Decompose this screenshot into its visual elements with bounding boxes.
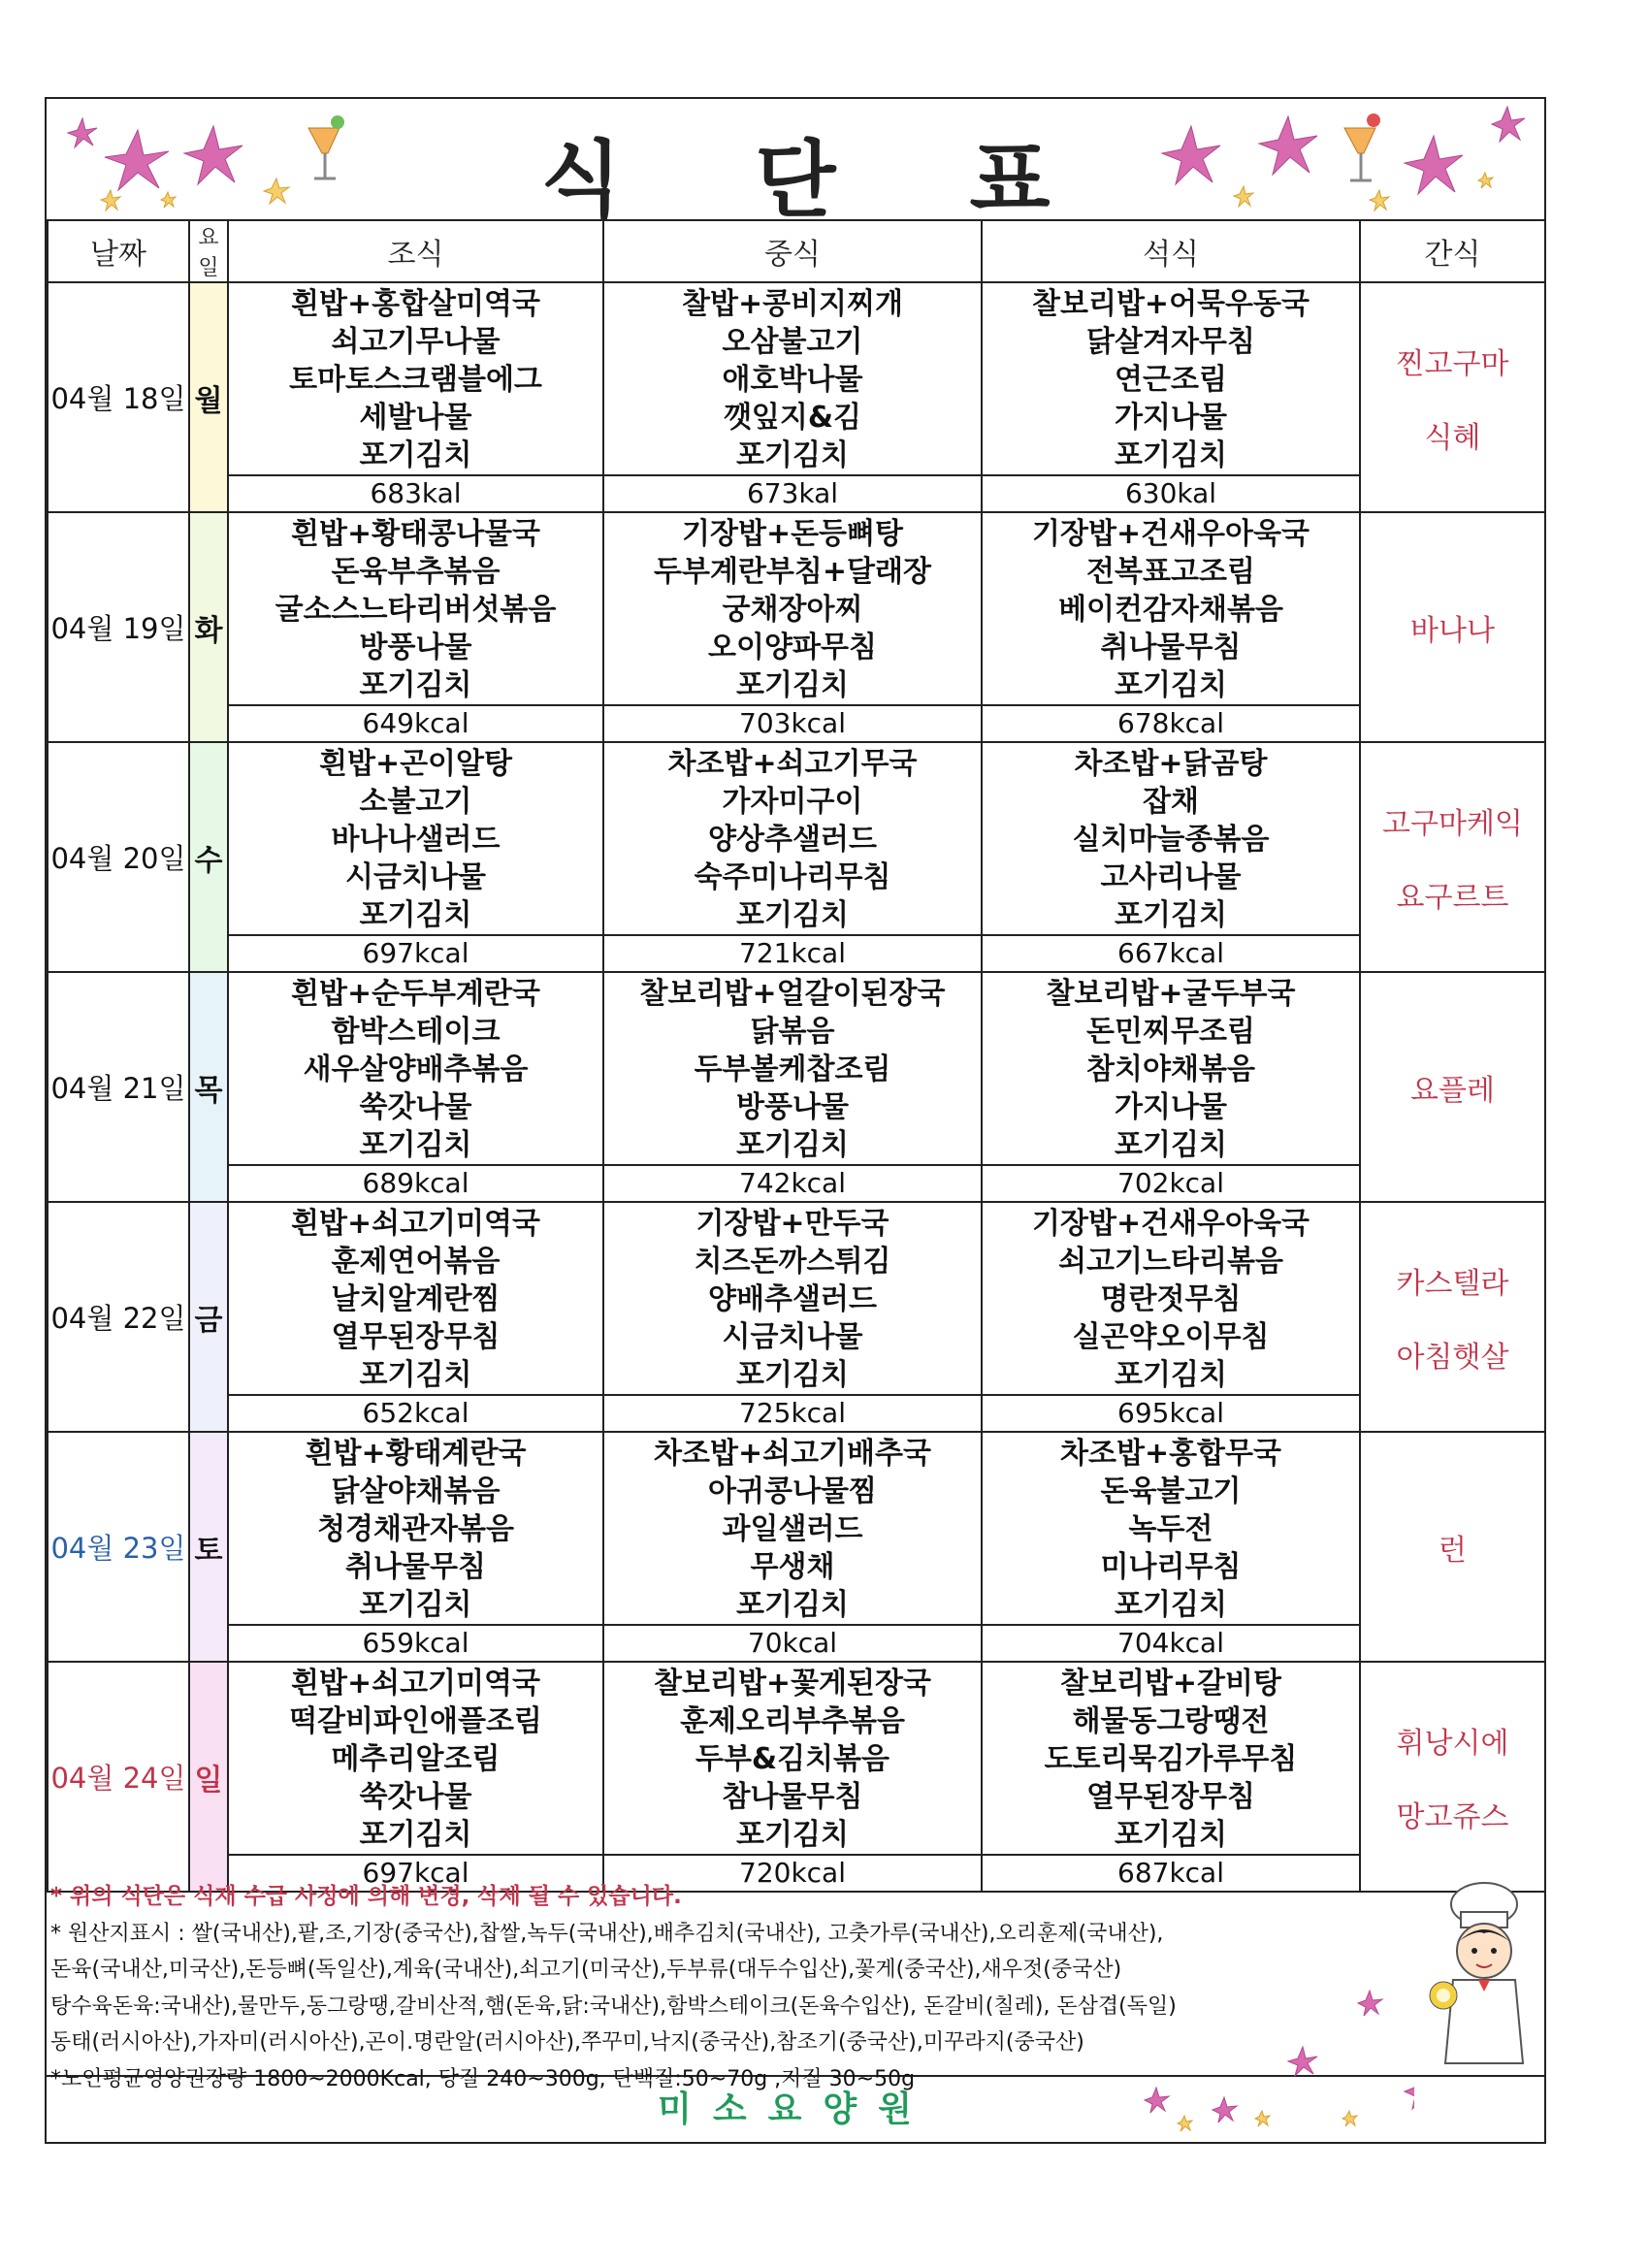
header-dow: 요일: [189, 220, 228, 282]
menu-item: 포기김치: [736, 668, 849, 702]
menu-item: 시금치나물: [345, 860, 486, 894]
menu-item: 포기김치: [359, 668, 472, 702]
menu-item: 닭볶음: [750, 1015, 835, 1049]
menu-item: 도토리묵김가루무침: [1044, 1742, 1298, 1776]
menu-item: 녹두전: [1128, 1512, 1213, 1546]
menu-item: 포기김치: [1115, 438, 1227, 472]
menu-item: 포기김치: [1115, 1358, 1227, 1392]
menu-item: 청경채관자볶음: [317, 1512, 514, 1546]
menu-item: 세발나물: [359, 401, 472, 435]
snack-menu: [1360, 972, 1545, 1202]
day-of-week: 화: [189, 512, 228, 742]
day-row: [48, 1662, 1545, 1855]
breakfast-kcal: 649kcal: [228, 705, 603, 742]
origin-line: 돈육(국내산,미국산),돈등뼈(독일산),계육(국내산),쇠고기(미국산),두부류(대두수입산),꽃게(중국산),새우젓(중국산): [50, 1958, 1122, 1982]
snack-menu: [1360, 742, 1545, 972]
menu-item: 흰밥+쇠고기미역국: [291, 1207, 540, 1241]
menu-item: 시금치나물: [722, 1320, 863, 1354]
breakfast-kcal: 697kcal: [228, 1855, 603, 1892]
menu-item: 열무된장무침: [1086, 1780, 1255, 1814]
menu-item: 차조밥+홍합무국: [1060, 1437, 1281, 1471]
menu-item: 닭살겨자무침: [1086, 325, 1255, 359]
menu-item: 포기김치: [359, 1358, 472, 1392]
origin-line: * 원산지표시 : 쌀(국내산),팥,조,기장(중국산),찹쌀,녹두(국내산),배추김치(국내산), 고춧가루(국내산),오리훈제(국내산),: [50, 1921, 1164, 1946]
menu-item: 돈육불고기: [1100, 1474, 1242, 1508]
snack-menu: [1360, 1662, 1545, 1892]
menu-item: 포기김치: [359, 1818, 472, 1852]
dinner-menu: [982, 1432, 1360, 1625]
menu-item: 흰밥+쇠고기미역국: [291, 1667, 540, 1701]
snack-menu: [1360, 1202, 1545, 1432]
breakfast-menu: [228, 742, 603, 935]
day-row: [48, 742, 1545, 935]
menu-item: 차조밥+쇠고기무국: [667, 747, 918, 781]
day-row: [48, 1432, 1545, 1625]
menu-item: 실곤약오이무침: [1072, 1320, 1270, 1354]
lunch-kcal: 673kal: [603, 475, 982, 512]
day-row: [48, 512, 1545, 705]
page-title: 식 단 표: [540, 132, 1103, 229]
menu-item: 차조밥+쇠고기배추국: [654, 1437, 931, 1471]
menu-item: 포기김치: [736, 1588, 849, 1622]
lunch-menu: [603, 972, 982, 1165]
menu-item: 명란젓무침: [1100, 1282, 1242, 1316]
lunch-kcal: 703kcal: [603, 705, 982, 742]
dinner-menu: [982, 282, 1360, 475]
kcal-row: [48, 1165, 1545, 1202]
menu-item: 베이컨감자채볶음: [1058, 593, 1283, 627]
menu-item: 찰보리밥+굴두부국: [1046, 977, 1296, 1011]
breakfast-kcal: 652kcal: [228, 1395, 603, 1432]
menu-item: 가지나물: [1115, 401, 1227, 435]
menu-item: 흰밥+홍합살미역국: [291, 287, 540, 321]
menu-item: 닭살야채볶음: [331, 1474, 501, 1508]
menu-item: 치즈돈까스튀김: [694, 1245, 891, 1279]
menu-item: 쑥갓나물: [359, 1780, 472, 1814]
origin-line: 동태(러시아산),가자미(러시아산),곤이.명란알(러시아산),쭈꾸미,낙지(중국산),참조기(중국산),미꾸라지(중국산): [50, 2030, 1084, 2055]
day-of-week: 일: [189, 1662, 228, 1892]
menu-item: 두부볼케찹조림: [694, 1053, 891, 1086]
menu-item: 두부계란부침+달래장: [654, 555, 931, 589]
snack-item: 요구르트: [1396, 880, 1509, 915]
menu-item: 훈제연어볶음: [331, 1245, 501, 1279]
menu-item: 떡갈비파인애플조림: [289, 1704, 542, 1738]
day-row: [48, 1202, 1545, 1395]
lunch-kcal: 725kcal: [603, 1395, 982, 1432]
menu-item: 포기김치: [359, 898, 472, 932]
dinner-kcal: 667kcal: [982, 935, 1360, 972]
menu-item: 흰밥+황태콩나물국: [291, 517, 540, 551]
menu-item: 두부&김치볶음: [695, 1742, 890, 1776]
menu-item: 포기김치: [736, 1358, 849, 1392]
snack-menu: [1360, 282, 1545, 512]
dinner-kcal: 704kcal: [982, 1625, 1360, 1662]
menu-item: 포기김치: [736, 1818, 849, 1852]
menu-item: 양배추샐러드: [708, 1282, 877, 1316]
menu-item: 포기김치: [1115, 1818, 1227, 1852]
menu-item: 참치야채볶음: [1086, 1053, 1255, 1086]
menu-item: 취나물무침: [345, 1550, 486, 1584]
dinner-kcal: 702kcal: [982, 1165, 1360, 1202]
menu-item: 고사리나물: [1100, 860, 1242, 894]
dinner-kcal: 678kcal: [982, 705, 1360, 742]
menu-item: 기장밥+돈등뼈탕: [682, 517, 903, 551]
day-date: 04월 19일: [48, 512, 189, 742]
menu-item: 토마토스크램블에그: [289, 363, 542, 397]
chef-illustration: [1424, 1879, 1544, 2073]
menu-item: 돈육부추볶음: [331, 555, 501, 589]
breakfast-menu: [228, 972, 603, 1165]
menu-item: 쇠고기무나물: [331, 325, 501, 359]
menu-item: 참나물무침: [722, 1780, 863, 1814]
lunch-menu: [603, 1202, 982, 1395]
menu-item: 찰보리밥+얼갈이된장국: [639, 977, 946, 1011]
menu-item: 기장밥+건새우아욱국: [1032, 517, 1310, 551]
snack-item: 런: [1439, 1533, 1467, 1568]
kcal-row: [48, 705, 1545, 742]
lunch-kcal: 742kcal: [603, 1165, 982, 1202]
menu-item: 잡채: [1143, 785, 1199, 819]
header-date: 날짜: [48, 220, 189, 282]
breakfast-menu: [228, 512, 603, 705]
menu-item: 흰밥+황태계란국: [305, 1437, 527, 1471]
flower-decoration-right: [1133, 101, 1540, 215]
menu-item: 숙주미나리무침: [694, 860, 891, 894]
menu-item: 찰밥+콩비지찌개: [682, 287, 903, 321]
menu-item: 날치알계란찜: [331, 1282, 501, 1316]
day-date: 04월 21일: [48, 972, 189, 1202]
snack-item: 요플레: [1410, 1073, 1495, 1108]
menu-item: 아귀콩나물찜: [708, 1474, 877, 1508]
header-breakfast: 조식: [228, 220, 603, 282]
lunch-menu: [603, 512, 982, 705]
menu-item: 양상추샐러드: [708, 823, 877, 857]
change-warning: * 위의 식단은 식재 수급 사정에 의해 변경, 삭제 될 수 있습니다.: [50, 1884, 682, 1909]
menu-item: 열무된장무침: [331, 1320, 501, 1354]
menu-item: 방풍나물: [359, 631, 472, 664]
day-date: 04월 18일: [48, 282, 189, 512]
snack-item: 식혜: [1424, 420, 1481, 455]
menu-item: 찰보리밥+꽃게된장국: [654, 1667, 931, 1701]
snack-item: 바나나: [1410, 613, 1495, 648]
menu-item: 미나리무침: [1100, 1550, 1242, 1584]
dinner-kcal: 630kal: [982, 475, 1360, 512]
header-dinner: 석식: [982, 220, 1360, 282]
menu-item: 방풍나물: [736, 1090, 849, 1124]
lunch-kcal: 721kcal: [603, 935, 982, 972]
menu-item: 함박스테이크: [331, 1015, 501, 1049]
snack-menu: [1360, 512, 1545, 742]
kcal-row: [48, 935, 1545, 972]
menu-item: 찰보리밥+어묵우동국: [1032, 287, 1310, 321]
menu-item: 전복표고조림: [1086, 555, 1255, 589]
menu-item: 흰밥+곤이알탕: [318, 747, 513, 781]
title-row: [47, 99, 1544, 229]
menu-item: 바나나샐러드: [331, 823, 501, 857]
menu-sheet: [45, 97, 1546, 2144]
menu-item: 포기김치: [1115, 898, 1227, 932]
snack-item: 카스텔라: [1396, 1266, 1509, 1301]
breakfast-kcal: 697kcal: [228, 935, 603, 972]
menu-item: 쇠고기느타리볶음: [1058, 1245, 1283, 1279]
day-of-week: 금: [189, 1202, 228, 1432]
day-row: [48, 282, 1545, 475]
breakfast-menu: [228, 1662, 603, 1855]
lunch-menu: [603, 1432, 982, 1625]
menu-item: 실치마늘종볶음: [1072, 823, 1270, 857]
menu-item: 과일샐러드: [722, 1512, 863, 1546]
lunch-menu: [603, 742, 982, 935]
menu-item: 기장밥+건새우아욱국: [1032, 1207, 1310, 1241]
menu-item: 기장밥+만두국: [695, 1207, 889, 1241]
menu-item: 포기김치: [736, 438, 849, 472]
menu-item: 포기김치: [359, 438, 472, 472]
header-row: [48, 220, 1545, 282]
dinner-kcal: 695kcal: [982, 1395, 1360, 1432]
kcal-row: [48, 1395, 1545, 1432]
kcal-row: [48, 1625, 1545, 1662]
kcal-row: [48, 475, 1545, 512]
dinner-menu: [982, 972, 1360, 1165]
dinner-menu: [982, 742, 1360, 935]
lunch-menu: [603, 1662, 982, 1855]
menu-item: 포기김치: [1115, 1588, 1227, 1622]
nutrition-note: *노인평균영양권장량 1800~2000Kcal, 당질 240~300g, 단백질:50~70g ,지질 30~50g: [50, 2066, 916, 2091]
breakfast-menu: [228, 1202, 603, 1395]
day-of-week: 토: [189, 1432, 228, 1662]
menu-item: 취나물무침: [1100, 631, 1242, 664]
menu-item: 메추리알조림: [331, 1742, 501, 1776]
menu-item: 오이양파무침: [708, 631, 877, 664]
menu-body: [48, 282, 1545, 1892]
menu-item: 차조밥+닭곰탕: [1074, 747, 1268, 781]
lunch-kcal: 70kcal: [603, 1625, 982, 1662]
dinner-kcal: 687kcal: [982, 1855, 1360, 1892]
origin-line: 탕수육돈육:국내산),물만두,동그랑땡,갈비산적,햄(돈육,닭:국내산),함박스테이크(돈육수입산), 돈갈비(칠레), 돈삼겹(독일): [50, 1993, 1177, 2019]
day-date: 04월 23일: [48, 1432, 189, 1662]
menu-item: 해물동그랑땡전: [1072, 1704, 1270, 1738]
dinner-menu: [982, 512, 1360, 705]
menu-item: 새우살양배추볶음: [303, 1053, 529, 1086]
menu-item: 훈제오리부추볶음: [680, 1704, 905, 1738]
dinner-menu: [982, 1202, 1360, 1395]
menu-item: 찰보리밥+갈비탕: [1060, 1667, 1281, 1701]
menu-item: 쑥갓나물: [359, 1090, 472, 1124]
menu-item: 애호박나물: [722, 363, 863, 397]
menu-item: 포기김치: [1115, 668, 1227, 702]
snack-item: 휘낭시에: [1396, 1726, 1509, 1761]
day-date: 04월 22일: [48, 1202, 189, 1432]
breakfast-kcal: 659kcal: [228, 1625, 603, 1662]
snack-menu: [1360, 1432, 1545, 1662]
day-of-week: 수: [189, 742, 228, 972]
menu-item: 무생채: [750, 1550, 835, 1584]
menu-item: 포기김치: [1115, 1128, 1227, 1162]
lunch-menu: [603, 282, 982, 475]
day-date: 04월 24일: [48, 1662, 189, 1892]
menu-item: 깻잎지&김: [723, 401, 862, 435]
menu-item: 굴소스느타리버섯볶음: [275, 593, 557, 627]
menu-item: 오삼불고기: [722, 325, 863, 359]
day-row: [48, 972, 1545, 1165]
menu-item: 돈민찌무조림: [1086, 1015, 1255, 1049]
dinner-menu: [982, 1662, 1360, 1855]
snack-item: 망고쥬스: [1396, 1799, 1509, 1834]
menu-item: 포기김치: [736, 898, 849, 932]
menu-item: 가지나물: [1115, 1090, 1227, 1124]
snack-item: 찐고구마: [1396, 346, 1509, 381]
day-of-week: 목: [189, 972, 228, 1202]
header-lunch: 중식: [603, 220, 982, 282]
breakfast-menu: [228, 282, 603, 475]
menu-item: 연근조림: [1115, 363, 1227, 397]
snack-item: 고구마케익: [1382, 806, 1523, 841]
breakfast-kcal: 689kcal: [228, 1165, 603, 1202]
menu-table: [47, 219, 1546, 1893]
snack-item: 아침햇살: [1396, 1340, 1509, 1375]
menu-item: 가자미구이: [722, 785, 863, 819]
facility-name: 미소요양원: [658, 2090, 933, 2129]
menu-item: 포기김치: [359, 1128, 472, 1162]
menu-item: 포기김치: [359, 1588, 472, 1622]
day-date: 04월 20일: [48, 742, 189, 972]
day-of-week: 월: [189, 282, 228, 512]
header-snack: 간식: [1360, 220, 1545, 282]
menu-item: 흰밥+순두부계란국: [291, 977, 540, 1011]
breakfast-menu: [228, 1432, 603, 1625]
lunch-kcal: 720kcal: [603, 1855, 982, 1892]
menu-item: 궁채장아찌: [722, 593, 863, 627]
breakfast-kcal: 683kal: [228, 475, 603, 512]
menu-item: 포기김치: [736, 1128, 849, 1162]
menu-item: 소불고기: [359, 785, 472, 819]
